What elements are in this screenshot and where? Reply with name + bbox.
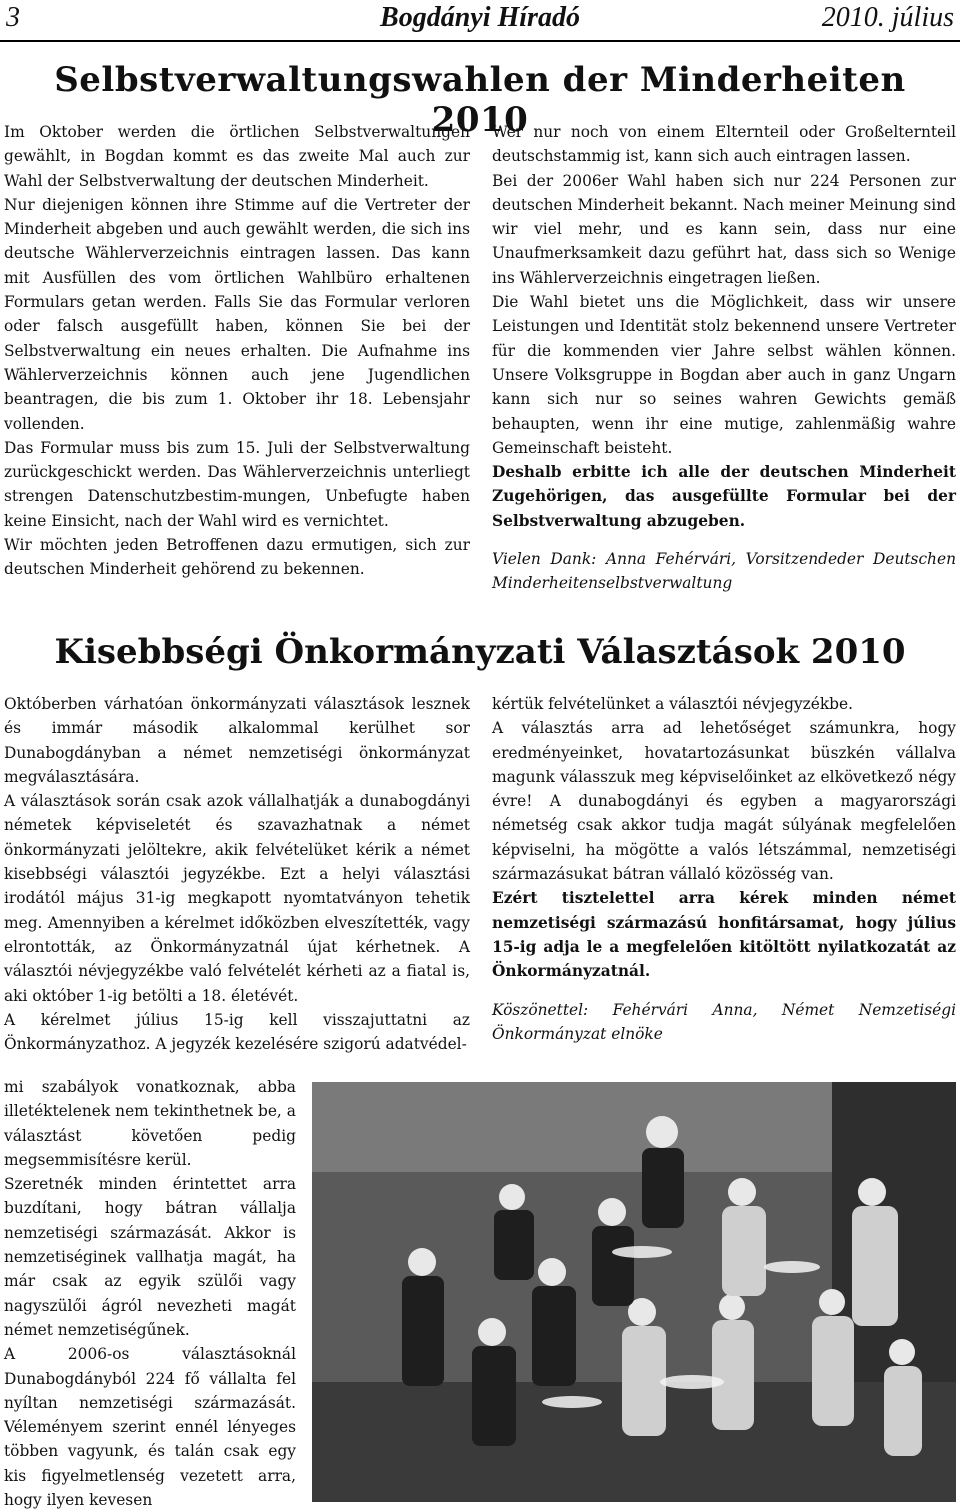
paragraph: kértük felvételünket a választói névjegyzékbe. — [492, 695, 854, 713]
signature: Vielen Dank: Anna Fehérvári, Vorsitzendeder Deutschen Minderheitenselbstverwaltung — [492, 550, 956, 593]
paragraph: Im Oktober werden die örtlichen Selbstverwaltungen gewählt, in Bogdan kommt es das zweite Mal auch zur Wahl der Selbstverwaltung der deutschen Minderheit. — [4, 123, 470, 190]
german-left-column — [4, 120, 470, 582]
paragraph: Szeretnék minden érintettet arra buzdítani, hogy bátran vállalja nemzetiségi származását. Akkor is nemzetiséginek vallhatja magát, ha már csak az egyik szülői vagy nagyszülői ágról nevezheti magát német nemzetiségűnek. — [4, 1175, 296, 1339]
appeal-paragraph: Ezért tisztelettel arra kérek minden német nemzetiségi származású honfitársamat, hogy július 15-ig adja le a megfelelően kitöltött nyilatkozatát az Önkormányzatnál. — [492, 889, 956, 981]
hungarian-wrap-column — [4, 1075, 296, 1512]
spacer — [492, 984, 956, 998]
paragraph: Nur diejenigen können ihre Stimme auf die Vertreter der Minderheit abgeben und auch gewählt werden, die sich ins deutsche Wählerverzeichnis eintragen lassen. Das kann mit Ausfüllen des vom örtlichen Wahlbüro erhaltenen Formulars getan werden. Falls Sie das Formular verloren oder falsch ausgefüllt haben, können Sie bei der Selbstverwaltung ein neues erhalten. Die Aufnahme ins Wählerverzeichnis können auch jene Jugendlichen beantragen, die bis zum 1. Oktober ihr 18. Lebensjahr vollenden. — [4, 195, 470, 433]
paragraph: A választások során csak azok vállalhatják a dunabogdányi németek képviseletét és szavazhatnak a német önkormányzati jelöltekre, akik felvételüket kérik a német kisebbségi választói jegyzékbe. Ezt a helyi választási irodától május 31-ig megkapott nyomtatványon tehetik meg. Amennyiben a kérelmet időközben elveszítették, vagy elrontották, az Önkormányzatnál újat kérhetnek. A választói névjegyzékbe való felvételét kérheti az a fiatal is, aki október 1-ig betölti a 18. életévét. — [4, 792, 470, 1005]
paragraph: Wir möchten jeden Betroffenen dazu ermutigen, sich zur deutschen Minderheit gehörend zu bekennen. — [4, 536, 470, 579]
page-header — [0, 0, 960, 42]
paragraph: A választás arra ad lehetőséget számunkra, hogy eredményeinket, hovatartozásunkat büszkén vállalva magunk válasszuk meg képviselőinket az elkövetkező négy évre! A dunabogdányi és egyben a magyarországi németség csak akkor tudja magát súlyának megfelelően képviselni, ha mögötte a valós létszámmal, nemzetiségi származásukat bátran vállaló közösség van. — [492, 719, 956, 884]
appeal-paragraph: Deshalb erbitte ich alle der deutschen Minderheit Zugehörigen, das ausgefüllte Formular bei der Selbstverwaltung abzugeben. — [492, 463, 956, 530]
photo-illustration — [312, 1082, 956, 1502]
page-number: 3 — [6, 2, 20, 33]
paragraph: Wer nur noch von einem Elternteil oder Großelternteil deutschstammig ist, kann sich auch eintragen lassen. — [492, 123, 956, 166]
historical-group-photo — [312, 1082, 956, 1502]
paragraph: mi szabályok vonatkoznak, abba illetéktelenek nem tekinthetnek be, a választást követően pedig megsemmisítésre kerül. — [4, 1078, 296, 1169]
paragraph: Das Formular muss bis zum 15. Juli der Selbstverwaltung zurückgeschickt werden. Das Wählerverzeichnis unterliegt strengen Datenschutzbestim-mungen, Unbefugte haben keine Einsicht, nach der Wahl wird es vernichtet. — [4, 438, 470, 530]
newspaper-name: Bogdányi Híradó — [380, 2, 580, 33]
issue-date: 2010. július — [821, 2, 954, 33]
paragraph: Die Wahl bietet uns die Möglichkeit, dass wir unsere Leistungen und Identität stolz bekennend unsere Vertreter für die kommenden vier Jahre selbst wählen können. Unsere Volksgruppe in Bogdan aber auch in ganz Ungarn kann sich nur so seines wahren Gewichts gemäß behaupten, wenn ihr eine mutige, zahlenmäßig wahre Gemeinschaft beisteht. — [492, 293, 956, 457]
paragraph: Októberben várhatóan önkormányzati választások lesznek és immár második alkalommal kerülhet sor Dunabogdányban a német nemzetiségi önkormányzat megválasztására. — [4, 695, 470, 786]
hungarian-left-column — [4, 692, 470, 1056]
hungarian-right-column — [492, 692, 956, 1046]
paragraph: A 2006-os választásoknál Dunabogdányból 224 fő vállalta fel nyíltan nemzetiségi származását. Véleményem szerint ennél lényeges többen vagyunk, és talán csak egy kis figyelmetlenség vezetett arra, hogy ilyen kevesen — [4, 1345, 296, 1510]
german-right-column — [492, 120, 956, 596]
paragraph: Bei der 2006er Wahl haben sich nur 224 Personen zur deutschen Minderheit bekannt. Nach meiner Meinung sind wir viel mehr, und es kann sein, dass nur eine Unaufmerksamkeit dazu geführt hat, dass sich so Wenige ins Wählerverzeichnis eingetragen ließen. — [492, 171, 956, 287]
paragraph: A kérelmet július 15-ig kell visszajuttatni az Önkormányzathoz. A jegyzék kezelésére szigorú adatvédel- — [4, 1010, 470, 1054]
hungarian-article-title: Kisebbségi Önkormányzati Választások 2010 — [54, 632, 906, 672]
german-article-title: Selbstverwaltungswahlen der Minderheiten 2010 — [54, 60, 906, 140]
spacer — [492, 533, 956, 547]
signature: Köszönettel: Fehérvári Anna, Német Nemzetiségi Önkormányzat elnöke — [492, 1000, 956, 1043]
